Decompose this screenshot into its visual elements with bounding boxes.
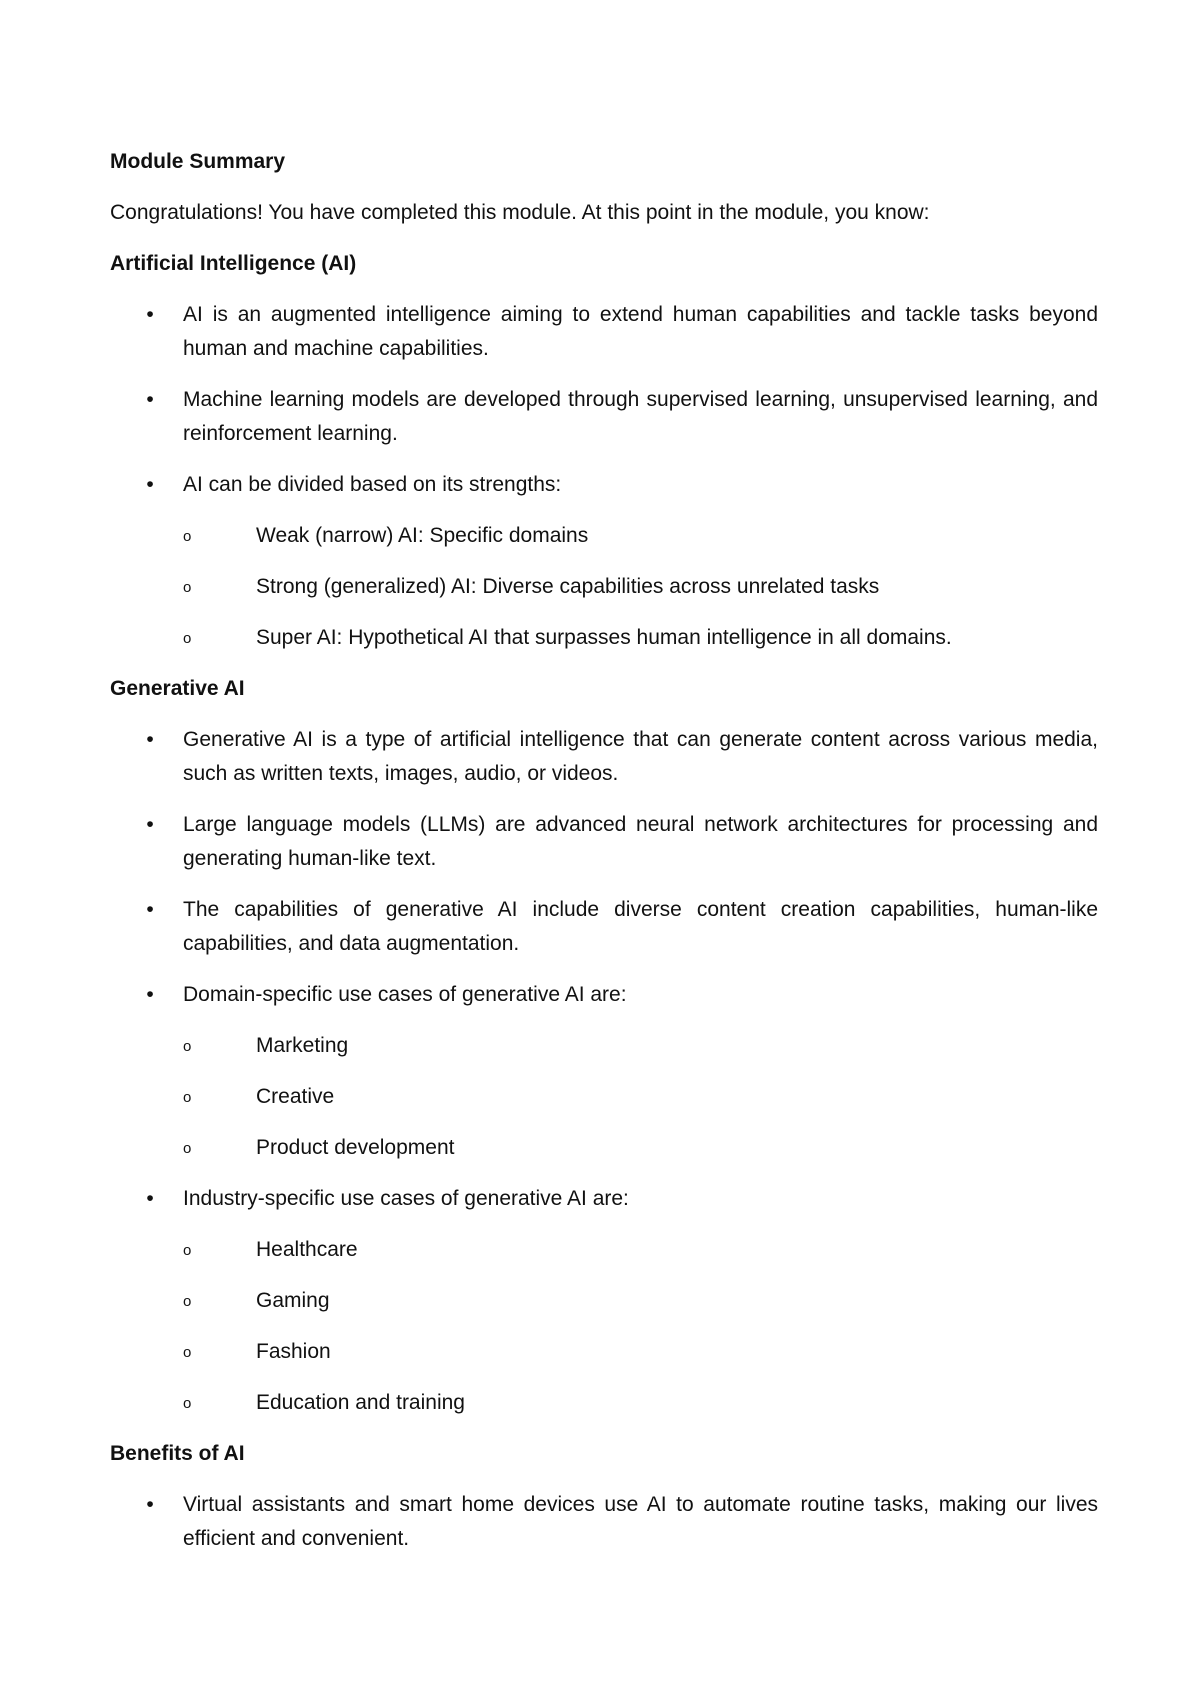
bullet-icon: •	[146, 813, 154, 836]
sub-list-item-text: Product development	[256, 1136, 455, 1159]
sub-list-item-text: Strong (generalized) AI: Diverse capabilities across unrelated tasks	[256, 575, 880, 598]
circle-bullet-icon: o	[183, 1140, 192, 1157]
sub-list-item	[183, 1386, 1098, 1420]
circle-bullet-icon: o	[183, 1344, 192, 1361]
bullet-icon: •	[146, 898, 154, 921]
list-item-text: AI is an augmented intelligence aiming to extend human capabilities and tackle tasks beyond human and machine capabilities.	[183, 303, 1098, 360]
list-item-text: Industry-specific use cases of generative AI are:	[183, 1187, 629, 1210]
sub-list-item	[183, 1284, 1098, 1318]
sub-list-item	[183, 1080, 1098, 1114]
bullet-icon: •	[146, 1493, 154, 1516]
list-item	[110, 298, 1098, 366]
list-item	[110, 978, 1098, 1165]
bullet-icon: •	[146, 1187, 154, 1210]
sub-list-item	[183, 519, 1098, 553]
sub-list-item-text: Creative	[256, 1085, 335, 1108]
list-item	[110, 723, 1098, 791]
sub-list-item-text: Gaming	[256, 1289, 330, 1312]
list-item-text: Domain-specific use cases of generative AI are:	[183, 983, 627, 1006]
sub-list	[183, 1029, 1098, 1165]
sub-list	[183, 1233, 1098, 1420]
sub-list-item-text: Marketing	[256, 1034, 349, 1057]
sub-list-item	[183, 621, 1098, 655]
section-heading-ai: Artificial Intelligence (AI)	[110, 252, 357, 275]
circle-bullet-icon: o	[183, 579, 192, 596]
section-list-benefits-of-ai	[110, 1488, 1098, 1556]
list-item-text: The capabilities of generative AI include diverse content creation capabilities, human-like capabilities, and data augmentation.	[183, 898, 1098, 955]
sub-list	[183, 519, 1098, 655]
section-list-generative-ai	[110, 723, 1098, 1420]
sub-list-item	[183, 1233, 1098, 1267]
bullet-icon: •	[146, 728, 154, 751]
circle-bullet-icon: o	[183, 1089, 192, 1106]
list-item	[110, 1488, 1098, 1556]
sub-list-item-text: Super AI: Hypothetical AI that surpasses human intelligence in all domains.	[256, 626, 952, 649]
sub-list-item	[183, 1131, 1098, 1165]
document-page	[110, 145, 1098, 1573]
list-item-text: Large language models (LLMs) are advanced neural network architectures for processing and generating human-like text.	[183, 813, 1098, 870]
intro-paragraph: Congratulations! You have completed this module. At this point in the module, you know:	[110, 201, 930, 224]
document-title: Module Summary	[110, 150, 286, 173]
bullet-icon: •	[146, 388, 154, 411]
sub-list-item	[183, 570, 1098, 604]
circle-bullet-icon: o	[183, 1038, 192, 1055]
section-list-ai	[110, 298, 1098, 655]
section-heading-benefits-of-ai: Benefits of AI	[110, 1442, 245, 1465]
circle-bullet-icon: o	[183, 630, 192, 647]
sub-list-item-text: Healthcare	[256, 1238, 358, 1261]
bullet-icon: •	[146, 473, 154, 496]
list-item-text: Generative AI is a type of artificial intelligence that can generate content across various media, such as written texts, images, audio, or videos.	[183, 728, 1098, 785]
circle-bullet-icon: o	[183, 528, 192, 545]
list-item-text: AI can be divided based on its strengths:	[183, 473, 562, 496]
circle-bullet-icon: o	[183, 1395, 192, 1412]
sub-list-item-text: Education and training	[256, 1391, 465, 1414]
list-item	[110, 383, 1098, 451]
sub-list-item-text: Fashion	[256, 1340, 331, 1363]
list-item	[110, 468, 1098, 655]
bullet-icon: •	[146, 983, 154, 1006]
circle-bullet-icon: o	[183, 1242, 192, 1259]
list-item-text: Machine learning models are developed through supervised learning, unsupervised learning, and reinforcement learning.	[183, 388, 1098, 445]
list-item	[110, 893, 1098, 961]
section-heading-generative-ai: Generative AI	[110, 677, 245, 700]
sub-list-item	[183, 1335, 1098, 1369]
circle-bullet-icon: o	[183, 1293, 192, 1310]
list-item-text: Virtual assistants and smart home devices use AI to automate routine tasks, making our lives efficient and convenient.	[183, 1493, 1098, 1550]
list-item	[110, 1182, 1098, 1420]
bullet-icon: •	[146, 303, 154, 326]
sub-list-item-text: Weak (narrow) AI: Specific domains	[256, 524, 589, 547]
sub-list-item	[183, 1029, 1098, 1063]
list-item	[110, 808, 1098, 876]
